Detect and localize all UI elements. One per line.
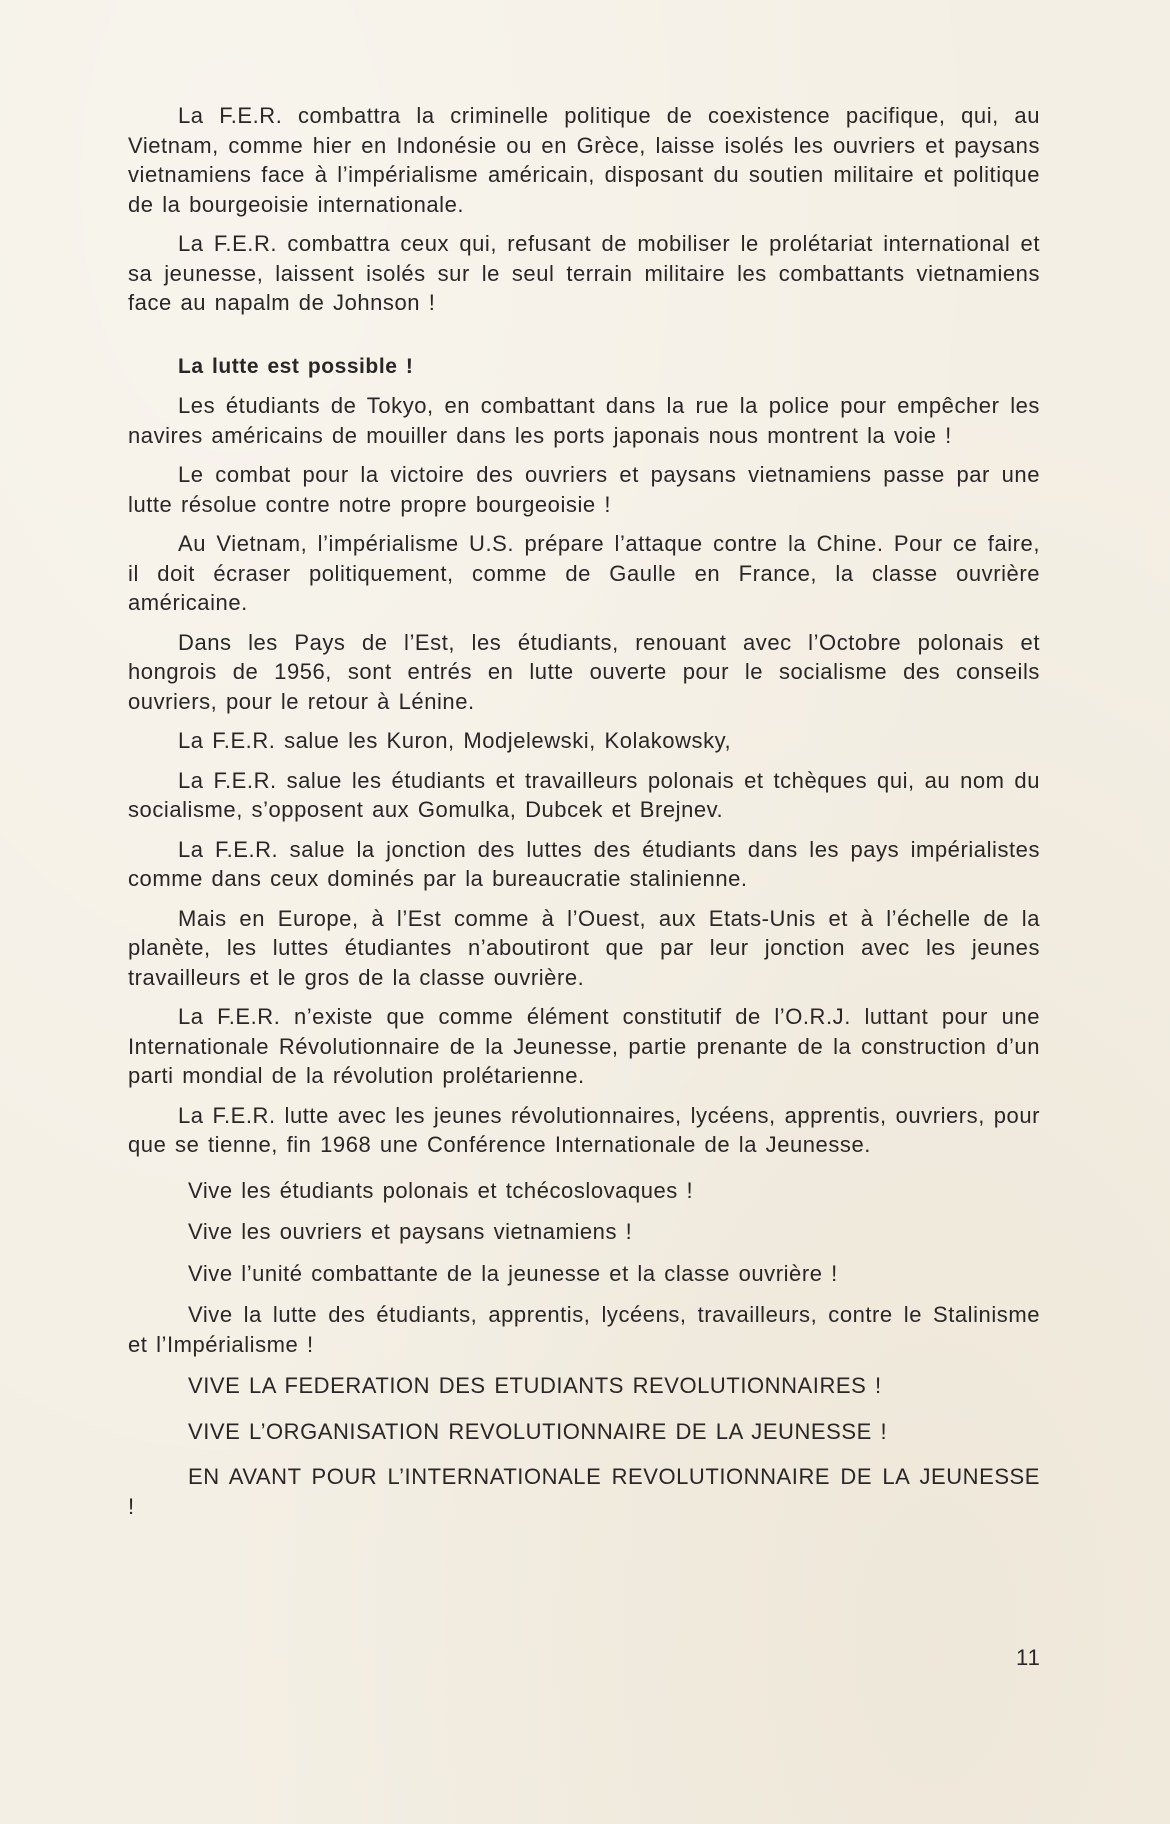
caps-slogan: VIVE L’ORGANISATION REVOLUTIONNAIRE DE LA JEUNESSE ! <box>188 1418 888 1444</box>
page-number: 11 <box>1016 1645 1041 1670</box>
section-heading: La lutte est possible ! <box>178 354 414 378</box>
paragraph: La F.E.R. combattra la criminelle politique de coexistence pacifique, qui, au Vietnam, comme hier en Indonésie ou en Grèce, laisse isolés les ouvriers et paysans vietnamiens face à l’impérialisme américain, disposant du soutien militaire et politique de la bourgeoisie internationale. <box>128 103 1040 217</box>
paragraph: La F.E.R. combattra ceux qui, refusant de mobiliser le prolétariat international et sa jeunesse, laissent isolés sur le seul terrain militaire les combattants vietnamiens face au napalm de Johnson ! <box>128 231 1040 315</box>
slogan: Vive l’unité combattante de la jeunesse et la classe ouvrière ! <box>188 1260 838 1286</box>
document-body <box>128 101 1040 1537</box>
slogan-list <box>128 1176 1040 1522</box>
paragraph: Les étudiants de Tokyo, en combattant dans la rue la police pour empêcher les navires américains de mouiller dans les ports japonais nous montrent la voie ! <box>128 393 1040 448</box>
paragraph: La F.E.R. salue la jonction des luttes des étudiants dans les pays impérialistes comme dans ceux dominés par la bureaucratie stalinienne. <box>128 836 1040 891</box>
slogan: Vive les étudiants polonais et tchécoslovaques ! <box>188 1177 694 1203</box>
paragraph: La F.E.R. n’existe que comme élément constitutif de l’O.R.J. luttant pour une Internationale Révolutionnaire de la Jeunesse, partie prenante de la construction d’un parti mondial de la révolution prolétarienne. <box>128 1004 1040 1088</box>
paragraph: Dans les Pays de l’Est, les étudiants, renouant avec l’Octobre polonais et hongrois de 1956, sont entrés en lutte ouverte pour le socialisme des conseils ouvriers, pour le retour à Lénine. <box>128 629 1040 714</box>
slogan: Vive les ouvriers et paysans vietnamiens ! <box>188 1219 633 1244</box>
paragraph: La F.E.R. lutte avec les jeunes révolutionnaires, lycéens, apprentis, ouvriers, pour que se tienne, fin 1968 une Conférence Internationale de la Jeunesse. <box>128 1102 1040 1157</box>
paragraph: Le combat pour la victoire des ouvriers et paysans vietnamiens passe par une lutte résolue contre notre propre bourgeoisie ! <box>128 462 1040 517</box>
caps-slogan: VIVE LA FEDERATION DES ETUDIANTS REVOLUTIONNAIRES ! <box>188 1373 882 1398</box>
caps-slogan: EN AVANT POUR L’INTERNATIONALE REVOLUTIONNAIRE DE LA JEUNESSE ! <box>128 1464 1040 1519</box>
paragraph: La F.E.R. salue les Kuron, Modjelewski, Kolakowsky, <box>178 728 732 753</box>
paragraph: Au Vietnam, l’impérialisme U.S. prépare l’attaque contre la Chine. Pour ce faire, il doit écraser politiquement, comme de Gaulle en France, la classe ouvrière américaine. <box>128 531 1040 615</box>
slogan: Vive la lutte des étudiants, apprentis, lycéens, travailleurs, contre le Stalinisme et l’Impérialisme ! <box>128 1302 1040 1357</box>
paragraph: Mais en Europe, à l’Est comme à l’Ouest, aux Etats-Unis et à l’échelle de la planète, les luttes étudiantes n’aboutiront que par leur jonction avec les jeunes travailleurs et le gros de la classe ouvrière. <box>128 905 1040 990</box>
paragraph: La F.E.R. salue les étudiants et travailleurs polonais et tchèques qui, au nom du socialisme, s’opposent aux Gomulka, Dubcek et Brejnev. <box>128 767 1040 822</box>
